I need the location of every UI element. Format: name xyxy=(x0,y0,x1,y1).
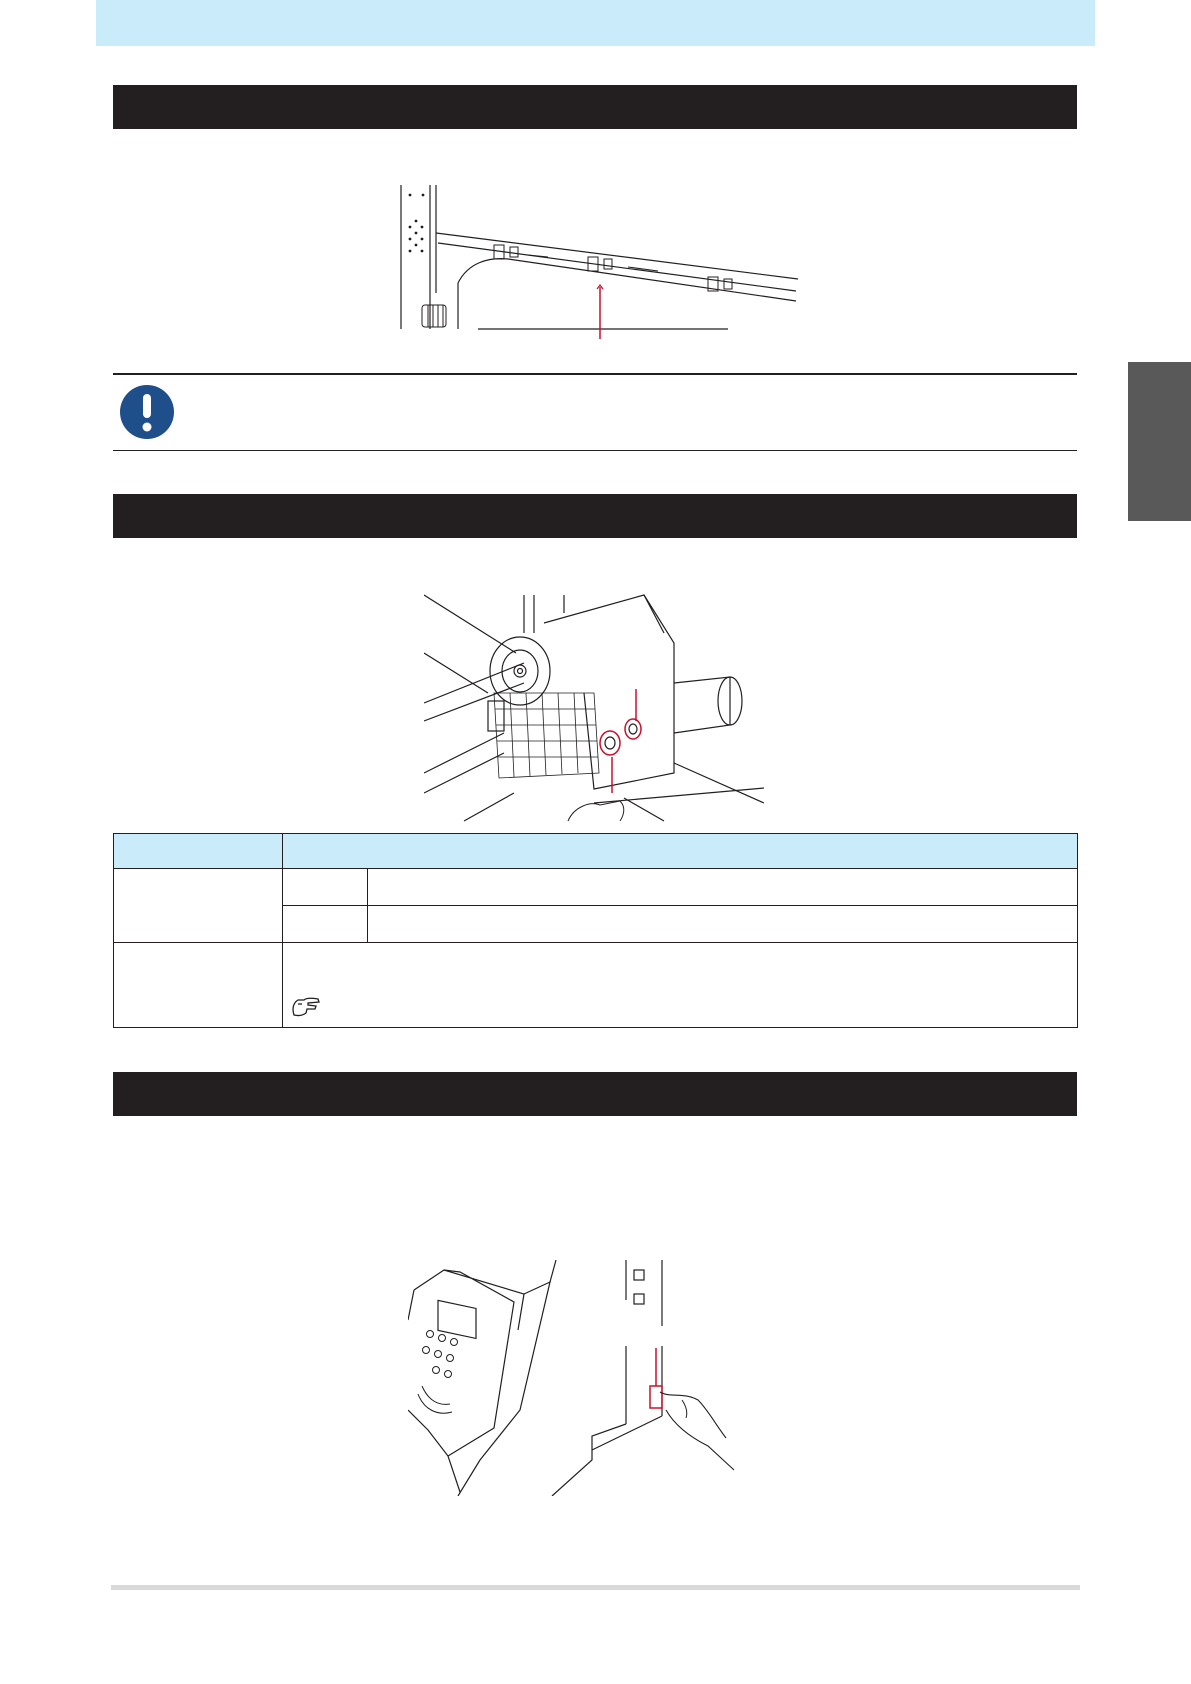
table-sub-value xyxy=(368,906,1078,943)
table-header-description xyxy=(283,834,1078,869)
table-row-label xyxy=(114,869,283,943)
section-heading-3 xyxy=(113,1072,1077,1116)
table-sub-value xyxy=(368,869,1078,906)
section-heading-1 xyxy=(113,85,1077,129)
take-up-unit-figure xyxy=(424,593,766,823)
table-row-label xyxy=(114,943,283,1028)
table-sub-key xyxy=(283,869,368,906)
section-heading-2 xyxy=(113,494,1077,538)
table-header-item xyxy=(114,834,283,869)
pointing-hand-icon[interactable] xyxy=(290,995,322,1017)
exclamation-icon xyxy=(118,383,176,441)
media-guide-rail-figure xyxy=(398,183,800,341)
table-row-value xyxy=(283,943,1078,1028)
power-switch-figure xyxy=(408,1260,752,1496)
table-sub-key xyxy=(283,906,368,943)
footer-rule xyxy=(111,1585,1080,1590)
switch-table xyxy=(113,833,1078,1028)
important-note xyxy=(113,373,1077,451)
chapter-tab xyxy=(1128,362,1191,521)
header-band xyxy=(96,0,1095,46)
